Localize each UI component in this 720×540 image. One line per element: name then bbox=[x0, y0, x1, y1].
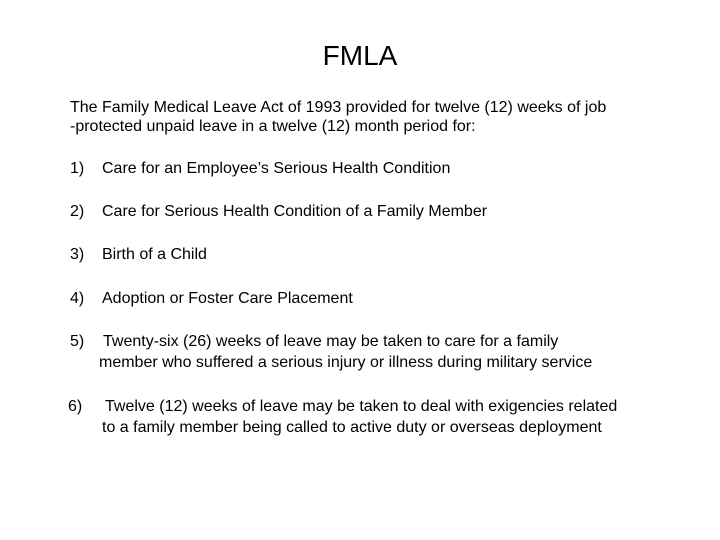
list-item-number: 3) bbox=[70, 246, 85, 263]
list-item-number: 1) bbox=[70, 160, 85, 177]
intro-paragraph bbox=[70, 98, 700, 136]
list-item-text: Twelve (12) weeks of leave may be taken to deal with exigencies related bbox=[105, 398, 618, 415]
list-item bbox=[70, 201, 487, 222]
list-item bbox=[70, 288, 353, 309]
list-item bbox=[70, 158, 450, 179]
list-item-text: Care for an Employee’s Serious Health Condition bbox=[102, 160, 451, 177]
list-item-text: Care for Serious Health Condition of a Family Member bbox=[102, 203, 488, 220]
list-item-number: 2) bbox=[70, 203, 85, 220]
list-item-number: 4) bbox=[70, 290, 85, 307]
list-item bbox=[70, 244, 207, 265]
list-item-text: Twenty-six (26) weeks of leave may be taken to care for a family bbox=[103, 333, 559, 350]
list-item-number: 6) bbox=[68, 398, 83, 415]
list-item bbox=[70, 331, 592, 373]
list-item-text: member who suffered a serious injury or illness during military service bbox=[99, 354, 593, 371]
list-item-text: Adoption or Foster Care Placement bbox=[102, 290, 353, 307]
intro-line: The Family Medical Leave Act of 1993 provided for twelve (12) weeks of job bbox=[70, 99, 607, 116]
list-item-text: to a family member being called to active duty or overseas deployment bbox=[102, 419, 602, 436]
list-item-number: 5) bbox=[70, 333, 85, 350]
list-item bbox=[68, 396, 617, 438]
list-item-text: Birth of a Child bbox=[102, 246, 207, 263]
intro-line: -protected unpaid leave in a twelve (12) month period for: bbox=[70, 118, 476, 135]
slide-title: FMLA bbox=[322, 40, 398, 71]
